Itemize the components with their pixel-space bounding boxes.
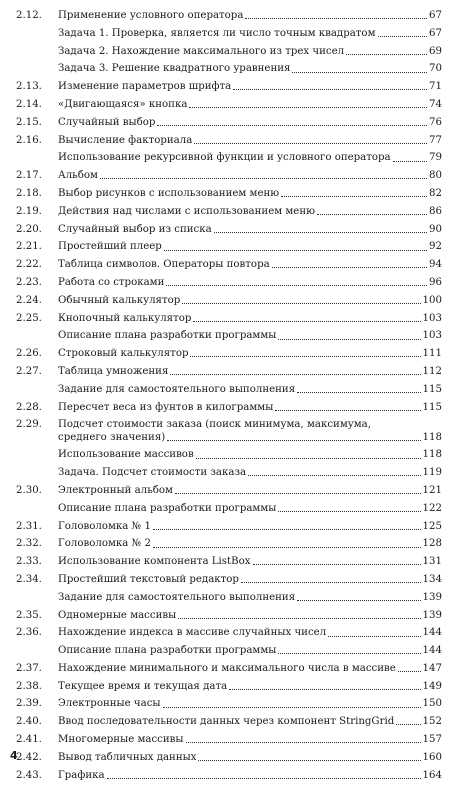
toc-entry-page: 119: [422, 467, 442, 479]
toc-entry-number: 2.19.: [16, 205, 42, 217]
toc-subentry: [16, 592, 442, 604]
toc-entry-title: Головоломка № 2: [58, 538, 151, 550]
toc-entry-title: Использование рекурсивной функции и условного оператора: [58, 152, 391, 164]
dot-leader: [378, 36, 428, 37]
toc-entry: [16, 366, 442, 378]
dot-leader: [297, 600, 420, 601]
toc-entry-page: 67: [429, 10, 442, 21]
toc-entry: [16, 663, 442, 675]
toc-entry-page: 79: [429, 152, 442, 164]
toc-entry-number: 2.17.: [16, 170, 42, 182]
table-of-contents: [16, 10, 442, 787]
dot-leader: [163, 707, 421, 708]
toc-entry-number: 2.18.: [16, 187, 42, 199]
dot-leader: [193, 321, 420, 322]
toc-entry: [16, 313, 442, 325]
toc-entry-page: 111: [422, 348, 442, 360]
toc-entry-title: Задание для самостоятельного выполнения: [58, 383, 296, 395]
toc-entry-title: Пересчет веса из фунтов в килограммы: [58, 401, 274, 413]
toc-entry-page: 67: [429, 27, 442, 39]
toc-entry-number: 2.12.: [16, 10, 42, 21]
dot-leader: [398, 671, 421, 672]
toc-entry-title: Задание для самостоятельного выполнения: [58, 591, 296, 603]
toc-entry-page: 144: [422, 627, 442, 639]
toc-entry-title: Задача 3. Решение квадратного уравнения: [58, 63, 291, 75]
dot-leader: [253, 564, 421, 565]
toc-entry-title: Альбом: [58, 170, 98, 182]
toc-entry-page: 144: [422, 645, 442, 657]
toc-entry-page: 122: [422, 502, 442, 514]
toc-entry-number: 2.31.: [16, 520, 42, 532]
toc-entry-page: 96: [429, 276, 442, 288]
toc-entry-page: 90: [429, 223, 442, 235]
toc-subentry: [16, 63, 442, 75]
toc-entry-number: 2.24.: [16, 294, 42, 306]
toc-subentry: [16, 384, 442, 396]
dot-leader: [170, 374, 420, 375]
toc-entry: [16, 188, 442, 200]
toc-entry: [16, 752, 442, 764]
toc-entry: [16, 556, 442, 568]
dot-leader: [190, 356, 420, 357]
toc-entry-title: Задача. Подсчет стоимости заказа: [58, 467, 247, 479]
dot-leader: [396, 724, 420, 725]
toc-entry-number: 2.16.: [16, 134, 42, 146]
toc-entry-title: Выбор рисунков с использованием меню: [58, 187, 280, 199]
toc-entry-number: 2.32.: [16, 538, 42, 550]
toc-entry-page: 103: [422, 330, 442, 342]
toc-entry-number: 2.38.: [16, 680, 42, 692]
toc-entry-title: Случайный выбор: [58, 116, 156, 128]
toc-entry: [16, 485, 442, 497]
toc-entry-continuation: [16, 432, 442, 444]
toc-subentry: [16, 330, 442, 342]
toc-entry: [16, 419, 442, 431]
toc-entry-title: Нахождение индекса в массиве случайных чисел: [58, 627, 327, 639]
toc-entry-page: 94: [429, 259, 442, 271]
toc-entry-page: 150: [422, 698, 442, 710]
toc-entry-number: 2.25.: [16, 312, 42, 324]
dot-leader: [214, 232, 427, 233]
toc-entry-title: Графика: [58, 769, 105, 781]
dot-leader: [233, 89, 427, 90]
dot-leader: [100, 178, 427, 179]
toc-entry: [16, 521, 442, 533]
toc-entry-number: 2.28.: [16, 401, 42, 413]
dot-leader: [248, 475, 420, 476]
toc-entry-page: 118: [422, 431, 442, 443]
toc-entry-title: «Двигающаяся» кнопка: [58, 98, 188, 110]
toc-entry-page: 115: [422, 401, 442, 413]
toc-entry-number: 2.29.: [16, 419, 42, 431]
dot-leader: [278, 653, 420, 654]
toc-entry-number: 2.40.: [16, 716, 42, 728]
dot-leader: [229, 689, 420, 690]
toc-entry-title: Ввод последовательности данных через компонент StringGrid: [58, 716, 395, 728]
toc-entry-title: Одномерные массивы: [58, 609, 177, 621]
toc-entry-title: Многомерные массивы: [58, 734, 184, 746]
toc-subentry: [16, 645, 442, 657]
toc-entry-page: 112: [422, 365, 442, 377]
toc-entry-number: 2.39.: [16, 698, 42, 710]
dot-leader: [186, 742, 421, 743]
dot-leader: [272, 267, 427, 268]
toc-entry: [16, 574, 442, 586]
toc-entry-page: 160: [422, 751, 442, 763]
toc-entry-title: Использование компонента ListBox: [58, 556, 251, 568]
toc-entry-page: 115: [422, 383, 442, 395]
toc-entry-page: 128: [422, 538, 442, 550]
toc-entry-page: 118: [422, 449, 442, 461]
dot-leader: [157, 125, 427, 126]
dot-leader: [178, 618, 420, 619]
toc-subentry: [16, 28, 442, 40]
dot-leader: [189, 107, 427, 108]
toc-entry-title: Действия над числами с использованием меню: [58, 205, 316, 217]
toc-entry-title: Таблица символов. Операторы повтора: [58, 259, 270, 271]
toc-entry-number: 2.36.: [16, 627, 42, 639]
toc-entry-title: Описание плана разработки программы: [58, 502, 277, 514]
toc-entry-page: 86: [429, 205, 442, 217]
toc-entry-page: 74: [429, 98, 442, 110]
toc-entry: [16, 348, 442, 360]
dot-leader: [241, 582, 421, 583]
dot-leader: [278, 511, 420, 512]
dot-leader: [167, 440, 420, 441]
toc-entry-title: Вывод табличных данных: [58, 751, 197, 763]
toc-entry-page: 82: [429, 187, 442, 199]
toc-entry-title: Задача 2. Нахождение максимального из трех чисел: [58, 45, 345, 57]
dot-leader: [164, 250, 427, 251]
toc-entry: [16, 610, 442, 622]
toc-entry: [16, 716, 442, 728]
toc-subentry: [16, 449, 442, 461]
toc-entry-page: 131: [422, 556, 442, 568]
toc-entry-number: 2.21.: [16, 241, 42, 253]
toc-entry-title: Вычисление факториала: [58, 134, 193, 146]
toc-entry-page: 139: [422, 609, 442, 621]
toc-entry-page: 147: [422, 662, 442, 674]
toc-entry: [16, 698, 442, 710]
toc-entry-number: 2.26.: [16, 348, 42, 360]
toc-entry-page: 103: [422, 312, 442, 324]
toc-entry-title: Изменение параметров шрифта: [58, 81, 232, 93]
toc-subentry: [16, 46, 442, 58]
toc-entry-title: Использование массивов: [58, 449, 194, 461]
toc-entry-number: 2.41.: [16, 734, 42, 746]
page-number: 4: [10, 749, 18, 762]
toc-entry-title: Электронный альбом: [58, 484, 173, 496]
toc-entry-title: Головоломка № 1: [58, 520, 151, 532]
toc-entry-number: 2.35.: [16, 609, 42, 621]
toc-entry-page: 134: [422, 573, 442, 585]
toc-entry-number: 2.13.: [16, 81, 42, 93]
toc-entry-page: 69: [429, 45, 442, 57]
toc-entry-page: 125: [422, 520, 442, 532]
toc-entry-page: 139: [422, 591, 442, 603]
toc-entry: [16, 259, 442, 271]
toc-entry: [16, 627, 442, 639]
toc-entry-page: 121: [422, 484, 442, 496]
toc-entry: [16, 224, 442, 236]
dot-leader: [393, 161, 427, 162]
toc-entry: [16, 135, 442, 147]
toc-entry-number: 2.37.: [16, 662, 42, 674]
toc-entry-title: Задача 1. Проверка, является ли число точным квадратом: [58, 27, 376, 39]
toc-entry-page: 71: [429, 81, 442, 93]
toc-entry: [16, 117, 442, 129]
toc-entry-number: 2.20.: [16, 223, 42, 235]
toc-entry: [16, 99, 442, 111]
toc-entry-page: 100: [422, 294, 442, 306]
toc-entry: [16, 10, 442, 22]
toc-entry: [16, 277, 442, 289]
toc-entry-number: 2.14.: [16, 98, 42, 110]
toc-entry-number: 2.23.: [16, 276, 42, 288]
toc-entry-number: 2.34.: [16, 573, 42, 585]
toc-entry-title: Кнопочный калькулятор: [58, 312, 192, 324]
toc-subentry: [16, 503, 442, 515]
dot-leader: [346, 54, 427, 55]
toc-entry-title: Описание плана разработки программы: [58, 330, 277, 342]
toc-entry-title: Обычный калькулятор: [58, 294, 181, 306]
toc-entry-number: 2.30.: [16, 484, 42, 496]
toc-entry: [16, 241, 442, 253]
toc-subentry: [16, 467, 442, 479]
toc-entry-page: 157: [422, 734, 442, 746]
dot-leader: [194, 143, 427, 144]
toc-entry-title: Строковый калькулятор: [58, 348, 189, 360]
dot-leader: [107, 778, 421, 779]
dot-leader: [245, 18, 427, 19]
dot-leader: [278, 339, 420, 340]
toc-entry: [16, 538, 442, 550]
toc-entry-title: Описание плана разработки программы: [58, 645, 277, 657]
toc-entry-title: Подсчет стоимости заказа (поиск минимума, максимума,: [58, 419, 371, 431]
dot-leader: [175, 493, 421, 494]
toc-entry-page: 92: [429, 241, 442, 253]
dot-leader: [196, 458, 421, 459]
toc-entry-title: Электронные часы: [58, 698, 161, 710]
toc-entry: [16, 734, 442, 746]
toc-entry-title: Случайный выбор из списка: [58, 223, 212, 235]
toc-entry-page: 149: [422, 680, 442, 692]
dot-leader: [166, 285, 427, 286]
toc-entry-page: 76: [429, 116, 442, 128]
toc-entry-page: 80: [429, 170, 442, 182]
dot-leader: [328, 636, 420, 637]
toc-entry-number: 2.22.: [16, 259, 42, 271]
dot-leader: [281, 196, 427, 197]
dot-leader: [275, 410, 420, 411]
toc-entry: [16, 402, 442, 414]
toc-entry-title: Таблица умножения: [58, 365, 169, 377]
toc-entry-title-cont: среднего значения): [58, 431, 166, 443]
toc-entry: [16, 81, 442, 93]
toc-subentry: [16, 152, 442, 164]
dot-leader: [292, 72, 427, 73]
toc-entry-page: 77: [429, 134, 442, 146]
toc-entry-page: 164: [422, 769, 442, 781]
dot-leader: [182, 303, 420, 304]
toc-entry-number: 2.27.: [16, 365, 42, 377]
toc-entry: [16, 206, 442, 218]
dot-leader: [153, 547, 421, 548]
toc-entry: [16, 170, 442, 182]
toc-entry-page: 152: [422, 716, 442, 728]
toc-entry-title: Простейший плеер: [58, 241, 162, 253]
toc-entry-title: Простейший текстовый редактор: [58, 573, 239, 585]
toc-entry: [16, 295, 442, 307]
toc-entry-number: 2.33.: [16, 556, 42, 568]
toc-entry-number: 2.42.: [16, 751, 42, 763]
toc-entry-title: Применение условного оператора: [58, 10, 244, 21]
dot-leader: [317, 214, 427, 215]
toc-entry-page: 70: [429, 63, 442, 75]
dot-leader: [198, 760, 420, 761]
toc-entry-number: 2.15.: [16, 116, 42, 128]
toc-entry-number: 2.43.: [16, 769, 42, 781]
dot-leader: [297, 392, 420, 393]
dot-leader: [153, 529, 421, 530]
toc-entry-title: Работа со строками: [58, 276, 165, 288]
toc-entry-title: Текущее время и текущая дата: [58, 680, 228, 692]
toc-entry: [16, 681, 442, 693]
toc-entry-title: Нахождение минимального и максимального числа в массиве: [58, 662, 396, 674]
